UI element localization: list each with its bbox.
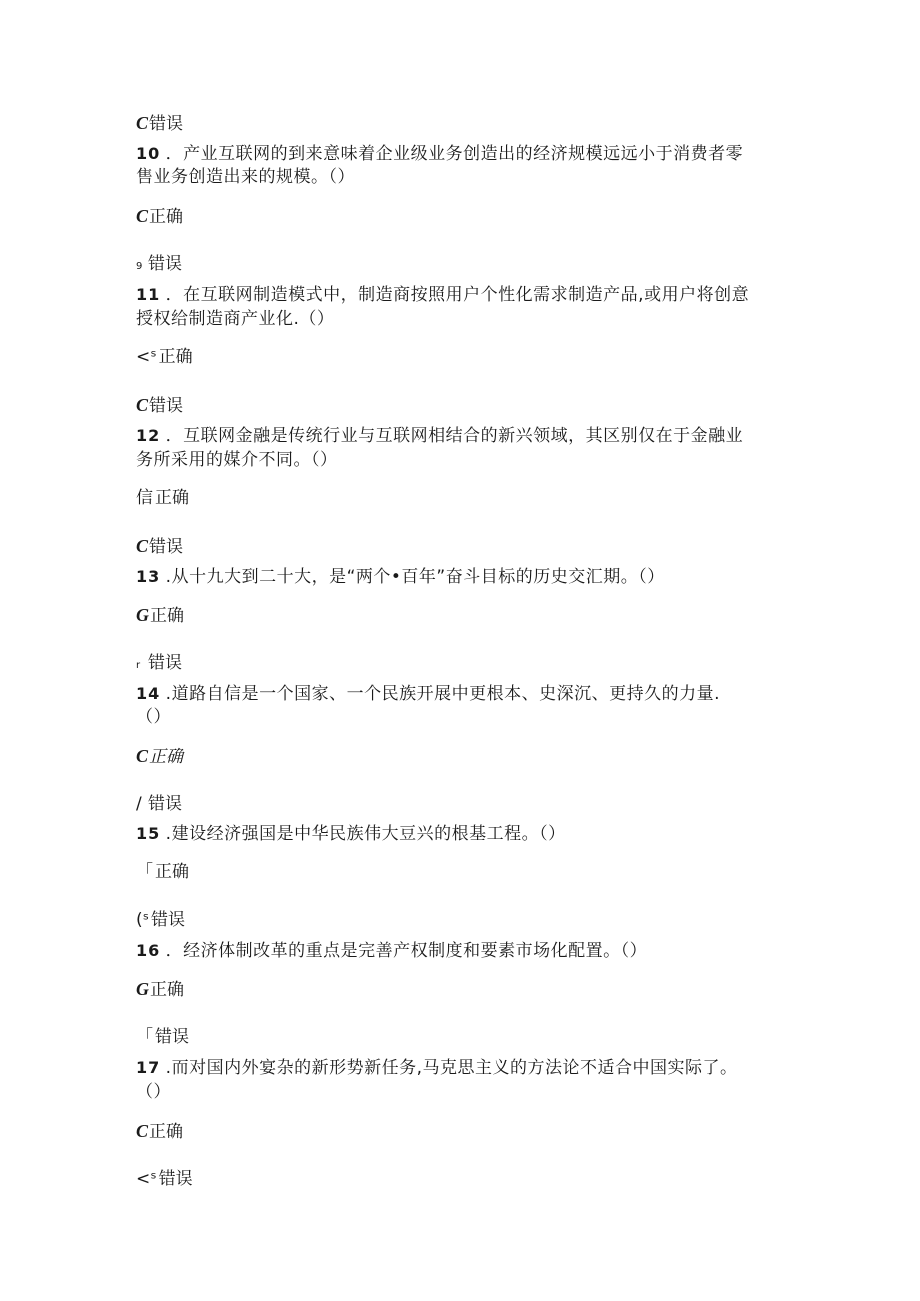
- question-number: 13: [136, 567, 161, 586]
- option-mark: C: [136, 1121, 149, 1141]
- question-14-continuation: [136, 706, 171, 728]
- question-text: .而对国内外宴杂的新形势新任务,马克思主义的方法论不适合中国实际了。: [165, 1058, 738, 1078]
- option-label: 正确: [155, 862, 189, 882]
- question-number: 10: [136, 144, 161, 163]
- option-mark: G: [136, 605, 149, 625]
- question-text-continued: （）: [136, 1082, 171, 1102]
- option-label: 正确: [149, 747, 184, 767]
- answer-option: [136, 1026, 189, 1048]
- answer-option: [136, 205, 183, 228]
- option-label: 错误: [149, 396, 184, 416]
- answer-option: [136, 652, 182, 674]
- option-label: 错误: [155, 1027, 189, 1047]
- question-12: [136, 425, 743, 447]
- option-mark: 「: [136, 1027, 153, 1047]
- question-text: ．经济体制改革的重点是完善产权制度和要素市场化配置。（）: [165, 941, 648, 961]
- question-text: ．产业互联网的到来意味着企业级业务创造出的经济规模远远小于消费者零: [165, 144, 744, 164]
- question-text-continued: 授权给制造商产业化.（）: [136, 309, 335, 329]
- question-13: [136, 566, 665, 588]
- option-label: 错误: [150, 910, 185, 930]
- option-mark: 信: [136, 488, 153, 508]
- option-label: 正确: [158, 347, 193, 367]
- answer-option: [136, 1120, 183, 1143]
- answer-option: [136, 346, 193, 368]
- question-17: [136, 1057, 737, 1079]
- question-number: 16: [136, 941, 161, 960]
- answer-option: [136, 745, 183, 768]
- option-mark: 9: [136, 261, 143, 272]
- question-12-continuation: [136, 449, 338, 471]
- question-15: [136, 823, 566, 845]
- answer-option: [136, 487, 189, 509]
- question-17-continuation: [136, 1081, 171, 1103]
- question-14: [136, 683, 720, 705]
- question-number: 15: [136, 824, 161, 843]
- question-text-continued: （）: [136, 707, 171, 727]
- option-label: 正确: [149, 1122, 184, 1142]
- question-10: [136, 143, 743, 165]
- answer-option: [136, 861, 189, 883]
- option-mark: C: [136, 113, 149, 133]
- question-11-continuation: [136, 308, 334, 330]
- question-text: ．在互联网制造模式中，制造商按照用户个性化需求制造产品,或用户将创意: [165, 285, 750, 305]
- option-label: 错误: [149, 114, 184, 134]
- option-mark: (ˢ: [136, 910, 149, 930]
- answer-option: [136, 253, 182, 275]
- option-label: 错误: [148, 653, 182, 673]
- question-text-continued: 务所采用的媒介不同。（）: [136, 450, 338, 470]
- answer-option: [136, 394, 183, 417]
- option-label: 正确: [150, 980, 184, 1000]
- answer-option: [136, 112, 183, 135]
- option-mark: /: [136, 794, 142, 814]
- option-mark: 「: [136, 862, 153, 882]
- option-label: 正确: [155, 488, 189, 508]
- option-label: 正确: [150, 606, 184, 626]
- answer-option: [136, 793, 182, 815]
- question-text: .从十九大到二十大，是“两个•百年”奋斗目标的历史交汇期。（）: [165, 567, 665, 587]
- question-number: 17: [136, 1058, 161, 1077]
- option-label: 错误: [148, 254, 182, 274]
- answer-option: [136, 978, 184, 1001]
- option-label: 错误: [158, 1169, 193, 1189]
- question-text-continued: 售业务创造出来的规模。（）: [136, 167, 355, 187]
- option-label: 错误: [149, 537, 184, 557]
- option-mark: C: [136, 206, 149, 226]
- question-number: 11: [136, 285, 161, 304]
- option-label: 错误: [148, 794, 182, 814]
- question-number: 12: [136, 426, 161, 445]
- option-mark: r: [136, 660, 141, 671]
- question-10-continuation: [136, 166, 355, 188]
- option-mark: C: [136, 395, 149, 415]
- option-mark: C: [136, 536, 149, 556]
- answer-option: [136, 535, 183, 558]
- question-16: [136, 940, 647, 962]
- option-label: 正确: [149, 207, 184, 227]
- answer-option: [136, 909, 185, 931]
- answer-option: [136, 604, 184, 627]
- question-text: .道路自信是一个国家、一个民族开展中更根本、史深沉、更持久的力量.: [165, 684, 720, 704]
- option-mark: G: [136, 979, 149, 999]
- option-mark: C: [136, 746, 149, 766]
- answer-option: [136, 1168, 193, 1190]
- question-number: 14: [136, 684, 161, 703]
- option-mark: <ˢ: [136, 347, 157, 367]
- question-text: .建设经济强国是中华民族伟大豆兴的根基工程。（）: [165, 824, 566, 844]
- question-11: [136, 284, 749, 306]
- option-mark: <ˢ: [136, 1169, 157, 1189]
- question-text: ．互联网金融是传统行业与互联网相结合的新兴领域，其区别仅在于金融业: [165, 426, 744, 446]
